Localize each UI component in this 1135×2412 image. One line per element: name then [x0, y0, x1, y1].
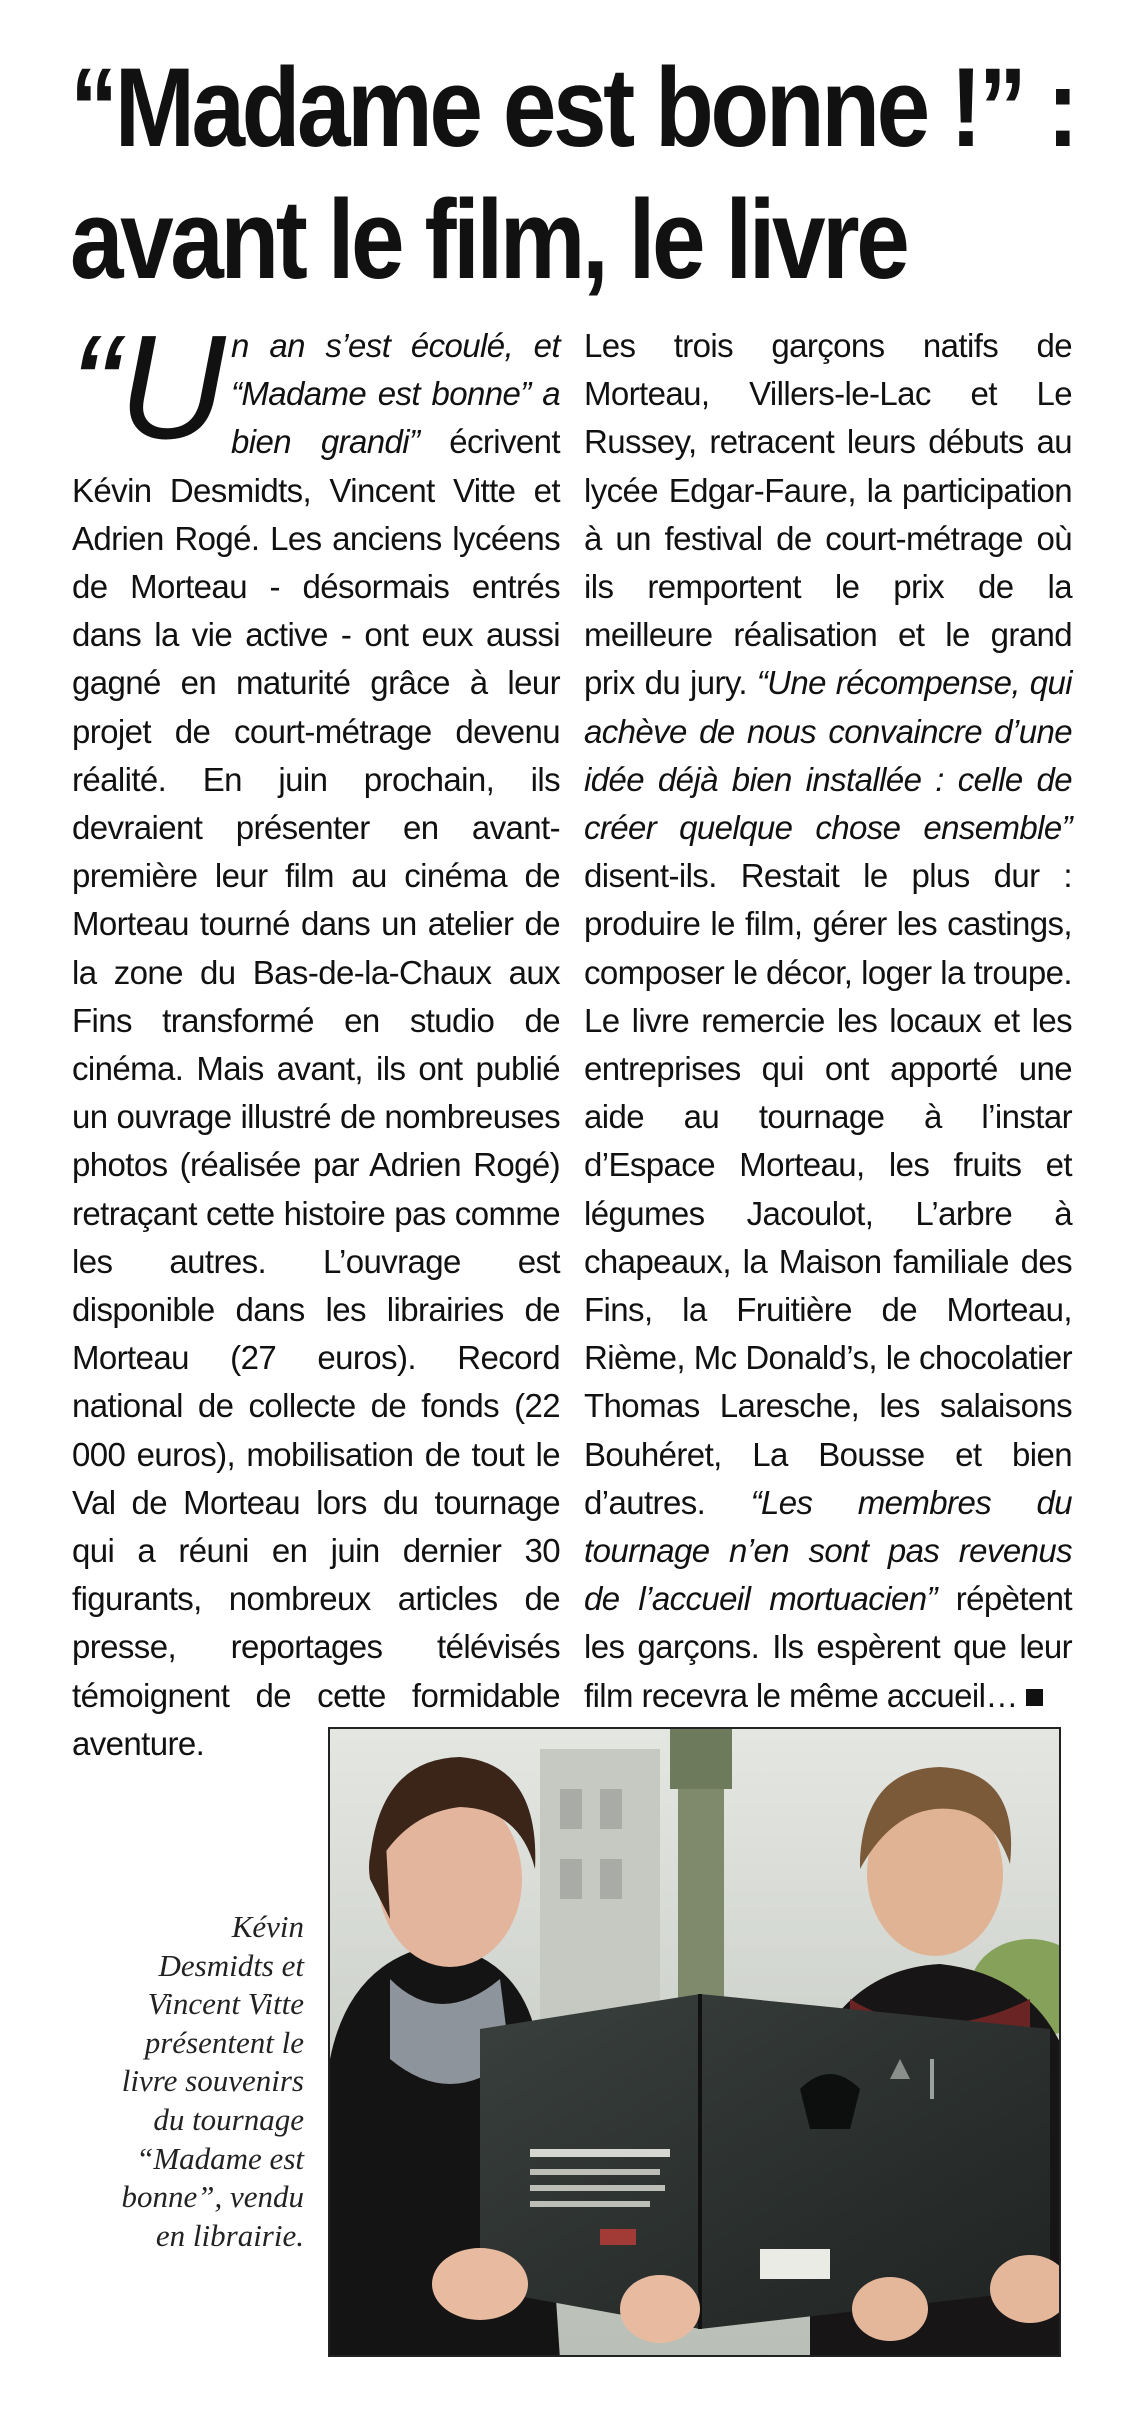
photo-caption: Kévin Desmidts et Vincent Vitte présentent le livre souvenirs du tournage “Madame est bonne”, vendu en librairie. — [121, 1909, 304, 2253]
photo-two-young-men-holding-book-icon — [330, 1729, 1061, 2357]
quote-recompense: “Une récompense, qui achève de nous convaincre d’une idée déjà bien installée : celle de créer quelque chose ensemble” — [584, 664, 1072, 847]
headline-line-2: avant le film, le livre — [70, 177, 907, 302]
opening-quote: n an s’est écoulé, et “Madame est bonne” a bien grandi” — [230, 327, 560, 461]
drop-cap: “U — [70, 305, 225, 470]
left-body-text: écrivent Kévin Desmidts, Vincent Vitte et Adrien Rogé. Les anciens lycéens de Morteau - désormais entrés dans la vie active - ont eux aussi gagné en maturité grâce à leur projet de court-métrage devenu réalité. En juin prochain, ils devraient présenter en avant-première leur film au cinéma de Morteau tourné dans un atelier de la zone du Bas-de-la-Chaux aux Fins transformé en studio de cinéma. Mais avant, ils ont publié un ouvrage illustré de nombreuses photos (réalisée par Adrien Rogé) retraçant cette histoire pas comme les autres. L’ouvrage est disponible dans les librairies de Morteau (27 euros). Record national de collecte de fonds (22 000 euros), mobilisation de tout le Val de Morteau lors du tournage qui a réuni en juin dernier 30 figurants, nombreux articles de presse, reportages télévisés témoignent de cette formidable aventure. — [72, 423, 560, 1762]
headline-line-1: “Madame est bonne !” : — [70, 45, 1076, 170]
article-photo — [328, 1727, 1061, 2357]
left-paragraph — [70, 305, 560, 1768]
article-column-left — [70, 305, 560, 1768]
right-text-3: répètent les garçons. Ils espèrent que leur film recevra le même accueil… — [584, 1580, 1072, 1714]
headline — [70, 42, 1076, 306]
book-shape — [480, 1994, 1050, 2329]
right-paragraph — [584, 322, 1072, 1720]
right-text-2: disent-ils. Restait le plus dur : produire le film, gérer les castings, composer le décor, loger la troupe. Le livre remercie les locaux et les entreprises qui ont apporté une aide au tournage à l’instar d’Espace Morteau, les fruits et légumes Jacoulot, L’arbre à chapeaux, la Maison familiale des Fins, la Fruitière de Morteau, Rième, Mc Donald’s, le chocolatier Thomas Laresche, les salaisons Bouhéret, La Bousse et bien d’autres. — [584, 857, 1072, 1521]
article-column-right — [584, 322, 1072, 1720]
end-mark-icon — [1026, 1689, 1043, 1706]
right-text-1: Les trois garçons natifs de Morteau, Villers-le-Lac et Le Russey, retracent leurs débuts au lycée Edgar-Faure, la participation à un festival de court-métrage où ils remportent le prix de la meilleure réalisation et le grand prix du jury. — [584, 327, 1072, 702]
quote-tournage: “Les membres du tournage n’en sont pas revenus de l’accueil mortuacien” — [584, 1483, 1072, 1618]
